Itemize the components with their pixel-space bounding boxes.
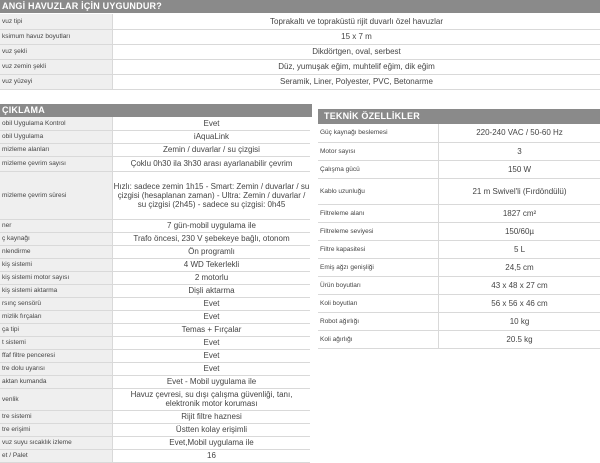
table-row bbox=[0, 284, 310, 297]
table-row bbox=[318, 294, 600, 312]
spec-label: ffaf filtre penceresi bbox=[0, 349, 113, 362]
table-row bbox=[318, 240, 600, 258]
table-row bbox=[318, 204, 600, 222]
table-row bbox=[0, 410, 310, 423]
spec-label: vuz yüzeyi bbox=[0, 74, 113, 89]
table-row bbox=[0, 130, 310, 143]
spec-value: 56 x 56 x 46 cm bbox=[439, 294, 600, 312]
table-row bbox=[0, 449, 310, 462]
spec-label: nlendirme bbox=[0, 245, 113, 258]
table-row bbox=[318, 312, 600, 330]
spec-value: Evet bbox=[113, 310, 311, 323]
table-row bbox=[318, 160, 600, 178]
spec-label: ner bbox=[0, 219, 113, 232]
spec-value: Evet bbox=[113, 349, 311, 362]
spec-value: Dikdörtgen, oval, serbest bbox=[113, 44, 600, 59]
spec-value: 7 gün-mobil uygulama ile bbox=[113, 219, 311, 232]
table-row bbox=[0, 297, 310, 310]
spec-value: Dişli aktarma bbox=[113, 284, 311, 297]
spec-value: 24,5 cm bbox=[439, 258, 600, 276]
spec-value: iAquaLink bbox=[113, 130, 311, 143]
spec-label: mizleme alanları bbox=[0, 143, 113, 156]
spec-label: Filtreleme alanı bbox=[318, 204, 439, 222]
table-row bbox=[318, 222, 600, 240]
table-row bbox=[0, 14, 600, 29]
spec-value: 220-240 VAC / 50-60 Hz bbox=[439, 124, 600, 142]
spec-label: kiş sistemi aktarma bbox=[0, 284, 113, 297]
table-row bbox=[0, 171, 310, 219]
table-row bbox=[0, 388, 310, 410]
table-row bbox=[318, 178, 600, 204]
spec-label: tre sistemi bbox=[0, 410, 113, 423]
spec-label: kiş sistemi bbox=[0, 258, 113, 271]
spec-label: vuz zemin şekli bbox=[0, 59, 113, 74]
spec-value: 2 motorlu bbox=[113, 271, 311, 284]
table-row bbox=[0, 436, 310, 449]
spec-value: Zemin / duvarlar / su çizgisi bbox=[113, 143, 311, 156]
spec-value: Havuz çevresi, su dışı çalışma güvenliği, tanı, elektronik motor koruması bbox=[113, 388, 311, 410]
spec-label: vuz suyu sıcaklık izleme bbox=[0, 436, 113, 449]
spec-label: aktan kumanda bbox=[0, 375, 113, 388]
table-row bbox=[0, 29, 600, 44]
spec-value: Toprakaltı ve topraküstü rijit duvarlı özel havuzlar bbox=[113, 14, 600, 29]
table-row bbox=[0, 258, 310, 271]
spec-label: t sistemi bbox=[0, 336, 113, 349]
table-row bbox=[0, 156, 310, 171]
table-row bbox=[318, 142, 600, 160]
spec-label: mizlik fırçaları bbox=[0, 310, 113, 323]
spec-value: 150 W bbox=[439, 160, 600, 178]
spec-value: Düz, yumuşak eğim, muhtelif eğim, dik eğim bbox=[113, 59, 600, 74]
spec-label: tre dolu uyarısı bbox=[0, 362, 113, 375]
table-row bbox=[0, 143, 310, 156]
spec-value: Ön programlı bbox=[113, 245, 311, 258]
table-row bbox=[0, 117, 310, 130]
table-row bbox=[0, 423, 310, 436]
spec-label: venlik bbox=[0, 388, 113, 410]
spec-value: 4 WD Tekerlekli bbox=[113, 258, 311, 271]
spec-label: rsınç sensörü bbox=[0, 297, 113, 310]
spec-label: vuz tipi bbox=[0, 14, 113, 29]
left-section-header: ÇIKLAMA bbox=[0, 104, 312, 117]
spec-value: Hızlı: sadece zemin 1h15 - Smart: Zemin / duvarlar / su çizgisi (hesaplanan zaman) - Ultra: Zemin / duvarlar / su çizgisi (2h45) - sadece su çizgisi: 0h45 bbox=[113, 171, 311, 219]
spec-label: Robot ağırlığı bbox=[318, 312, 439, 330]
spec-label: Filtre kapasitesi bbox=[318, 240, 439, 258]
spec-label: obil Uygulama bbox=[0, 130, 113, 143]
spec-label: Emiş ağzı genişliği bbox=[318, 258, 439, 276]
spec-value: 20.5 kg bbox=[439, 330, 600, 348]
spec-value: 21 m Swivel'li (Fırdöndülü) bbox=[439, 178, 600, 204]
spec-value: Evet - Mobil uygulama ile bbox=[113, 375, 311, 388]
table-row bbox=[0, 349, 310, 362]
spec-label: obil Uygulama Kontrol bbox=[0, 117, 113, 130]
spec-label: et / Palet bbox=[0, 449, 113, 462]
description-table bbox=[0, 117, 310, 463]
top-section-header: ANGİ HAVUZLAR İÇİN UYGUNDUR? bbox=[0, 0, 600, 13]
spec-value: Rijit filtre haznesi bbox=[113, 410, 311, 423]
table-row bbox=[318, 124, 600, 142]
right-section-header: TEKNİK ÖZELLİKLER bbox=[318, 109, 600, 124]
table-row bbox=[318, 276, 600, 294]
spec-label: ksimum havuz boyutları bbox=[0, 29, 113, 44]
spec-value: 15 x 7 m bbox=[113, 29, 600, 44]
table-row bbox=[0, 245, 310, 258]
spec-label: Filtreleme seviyesi bbox=[318, 222, 439, 240]
spec-label: vuz şekli bbox=[0, 44, 113, 59]
spec-value: Temas + Fırçalar bbox=[113, 323, 311, 336]
spec-label: Kablo uzunluğu bbox=[318, 178, 439, 204]
table-row bbox=[0, 232, 310, 245]
technical-specs-table bbox=[318, 124, 600, 349]
table-row bbox=[0, 310, 310, 323]
spec-value: Evet bbox=[113, 297, 311, 310]
spec-value: Seramik, Liner, Polyester, PVC, Betonarme bbox=[113, 74, 600, 89]
spec-label: mizleme çevrim süresi bbox=[0, 171, 113, 219]
spec-value: 5 L bbox=[439, 240, 600, 258]
spec-label: kiş sistemi motor sayısı bbox=[0, 271, 113, 284]
table-row bbox=[0, 271, 310, 284]
spec-value: Trafo öncesi, 230 V şebekeye bağlı, otonom bbox=[113, 232, 311, 245]
spec-value: Evet bbox=[113, 117, 311, 130]
spec-label: tre erişimi bbox=[0, 423, 113, 436]
table-row bbox=[0, 362, 310, 375]
spec-value: 10 kg bbox=[439, 312, 600, 330]
table-row bbox=[0, 375, 310, 388]
spec-label: Çalışma gücü bbox=[318, 160, 439, 178]
spec-value: Üstten kolay erişimli bbox=[113, 423, 311, 436]
spec-label: Güç kaynağı beslemesi bbox=[318, 124, 439, 142]
table-row bbox=[0, 44, 600, 59]
spec-value: 43 x 48 x 27 cm bbox=[439, 276, 600, 294]
spec-label: ça tipi bbox=[0, 323, 113, 336]
spec-value: 1827 cm² bbox=[439, 204, 600, 222]
spec-value: 3 bbox=[439, 142, 600, 160]
spec-label: Motor sayısı bbox=[318, 142, 439, 160]
spec-label: Koli ağırlığı bbox=[318, 330, 439, 348]
spec-label: Koli boyutları bbox=[318, 294, 439, 312]
spec-value: 16 bbox=[113, 449, 311, 462]
table-row bbox=[318, 330, 600, 348]
spec-value: 150/60µ bbox=[439, 222, 600, 240]
table-row bbox=[0, 336, 310, 349]
spec-label: Ürün boyutları bbox=[318, 276, 439, 294]
spec-value: Evet,Mobil uygulama ile bbox=[113, 436, 311, 449]
table-row bbox=[0, 323, 310, 336]
table-row bbox=[0, 219, 310, 232]
table-row bbox=[0, 59, 600, 74]
pool-suitability-table bbox=[0, 14, 600, 90]
spec-value: Çoklu 0h30 ila 3h30 arası ayarlanabilir çevrim bbox=[113, 156, 311, 171]
spec-label: ç kaynağı bbox=[0, 232, 113, 245]
table-row bbox=[318, 258, 600, 276]
spec-value: Evet bbox=[113, 362, 311, 375]
spec-label: mizleme çevrim sayısı bbox=[0, 156, 113, 171]
table-row bbox=[0, 74, 600, 89]
spec-value: Evet bbox=[113, 336, 311, 349]
